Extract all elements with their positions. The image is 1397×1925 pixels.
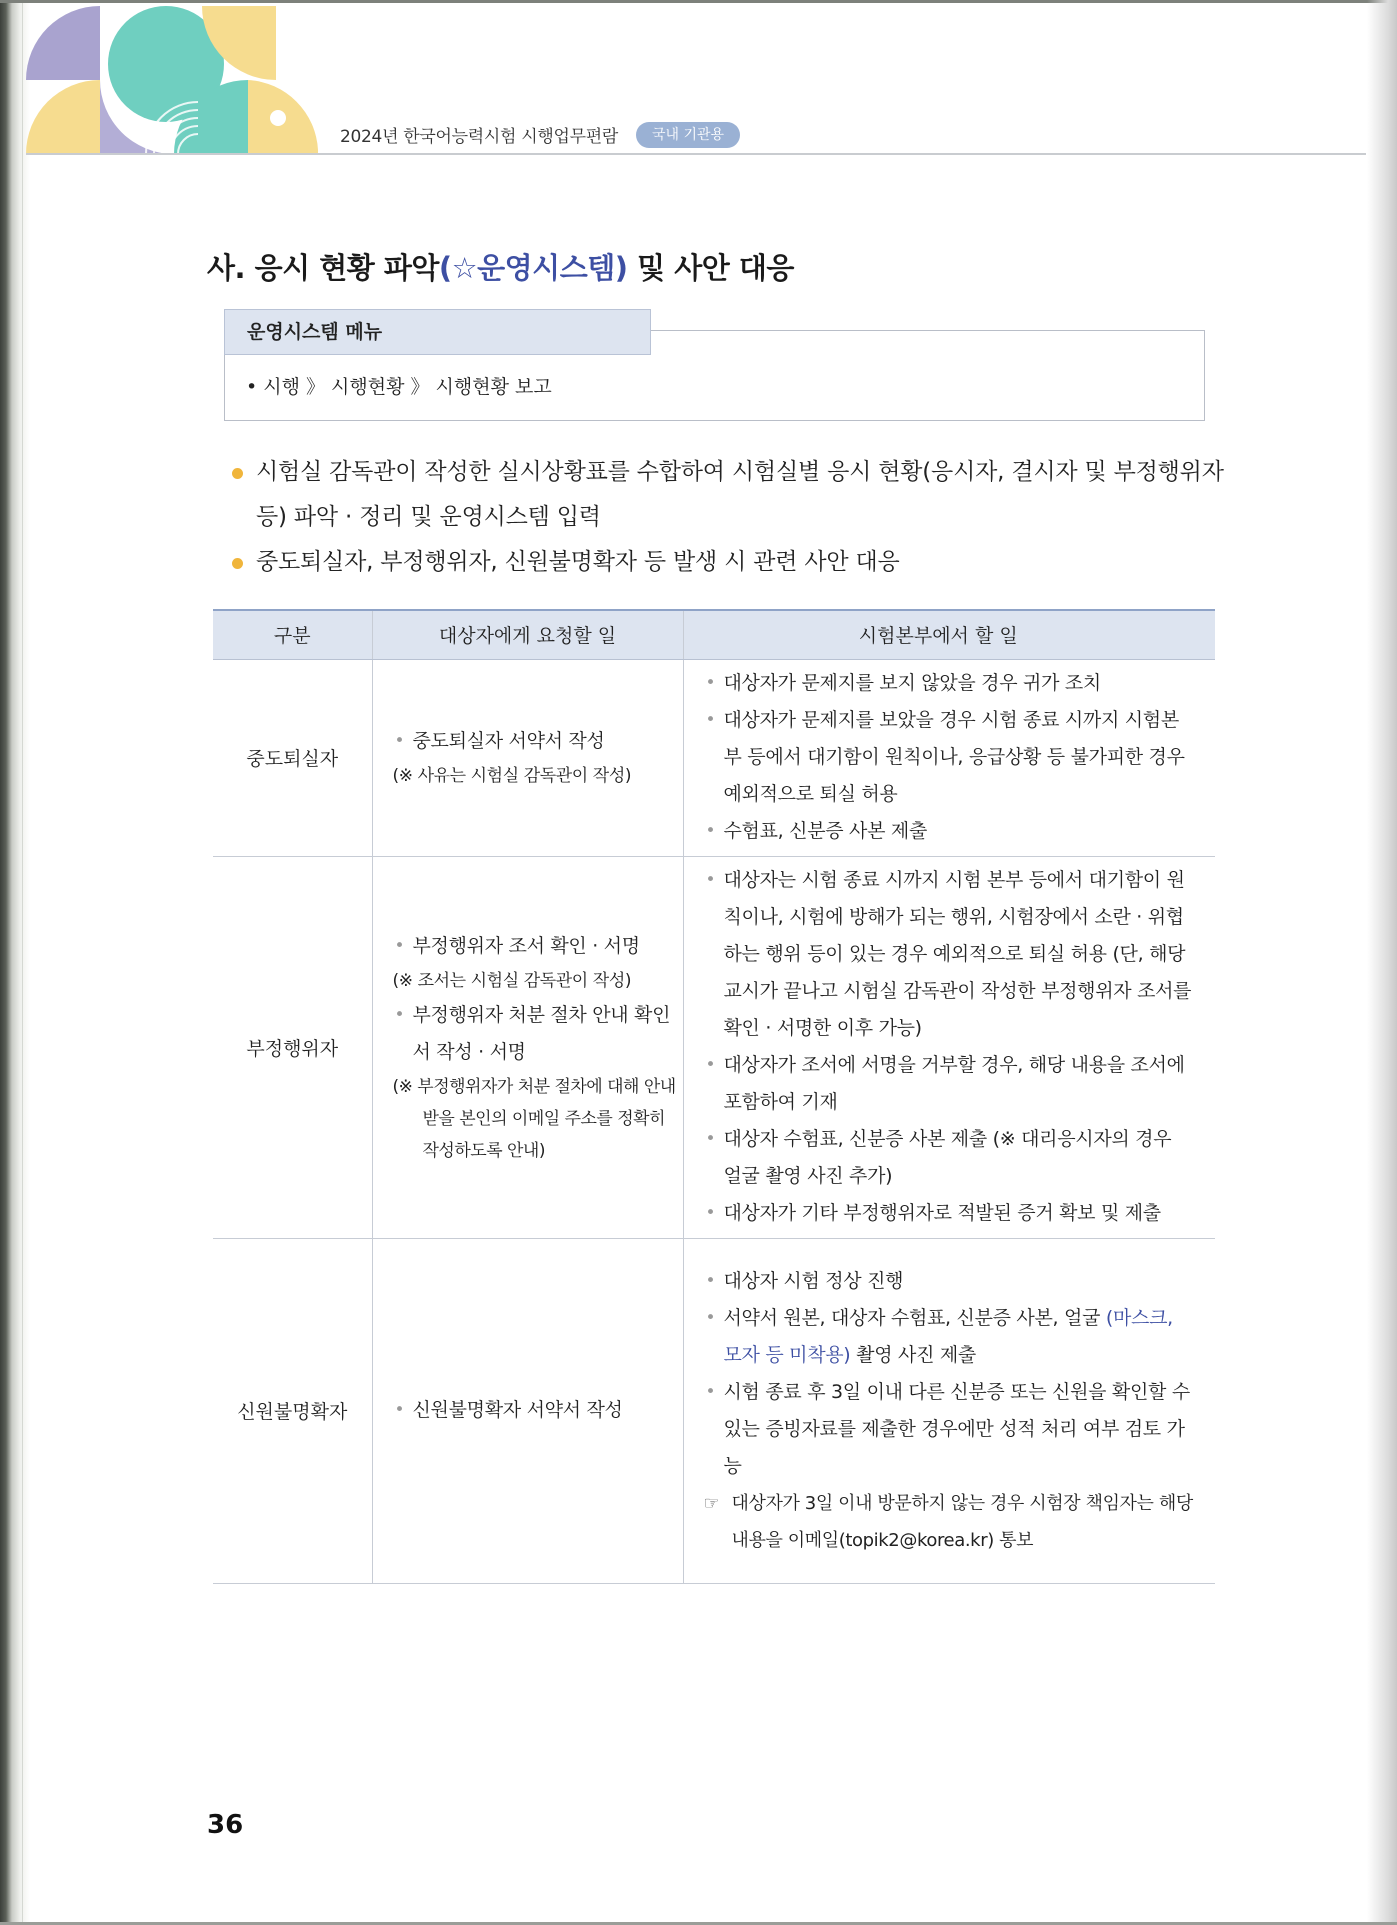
request-note: (※ 사유는 시험실 감독관이 작성): [392, 766, 632, 786]
table-row: [213, 856, 1215, 1238]
hq-item: • 대상자 수험표, 신분증 사본 제출 (※ 대리응시자의 경우 얼굴 촬영 사진 추가): [704, 1121, 1194, 1195]
hq-item: • 대상자가 문제지를 보았을 경우 시험 종료 시까지 시험본부 등에서 대기함이 원칙이나, 응급상황 등 불가피한 경우 예외적으로 퇴실 허용: [704, 702, 1194, 813]
hq-item: [704, 1300, 1194, 1374]
hq-item-accent-text: (마스크, 모자 등 미착용): [723, 1306, 1173, 1366]
section-title-accent: (☆운영시스템): [438, 251, 628, 285]
row-hq-cell: [683, 1238, 1215, 1583]
table-header-category: 구분: [213, 610, 372, 659]
table-row: [213, 659, 1215, 856]
row-category: 중도퇴실자: [213, 659, 372, 856]
row-hq-cell: [683, 659, 1215, 856]
table-header-hq: 시험본부에서 할 일: [683, 610, 1215, 659]
table-row: [213, 1238, 1215, 1583]
summary-bullets: [230, 450, 1230, 585]
bullet-dot-icon: [232, 558, 243, 569]
header-decoration: [26, 6, 318, 154]
request-item: • 부정행위자 조서 확인 · 서명: [393, 928, 683, 965]
hq-item: • 대상자가 문제지를 보지 않았을 경우 귀가 조치: [704, 665, 1194, 702]
summary-bullet: [230, 540, 1230, 585]
hq-item: • 수험표, 신분증 사본 제출: [704, 813, 1194, 850]
row-request-cell: [372, 659, 683, 856]
request-item: • 신원불명확자 서약서 작성: [393, 1392, 683, 1429]
summary-bullet: [230, 450, 1230, 540]
page-right-shadow: [1367, 0, 1397, 1925]
row-hq-cell: [683, 856, 1215, 1238]
bullet-dot-icon: [232, 468, 243, 479]
header-divider: [26, 153, 1366, 155]
hq-item: • 시험 종료 후 3일 이내 다른 신분증 또는 신원을 확인할 수 있는 증빙자료를 제출한 경우에만 성적 처리 여부 검토 가능: [704, 1374, 1194, 1485]
hq-hand-note: [704, 1485, 1194, 1559]
menu-path: • 시행 》 시행현황 》 시행현황 보고: [246, 376, 552, 398]
hq-item-text: 서약서 원본, 대상자 수험표, 신분증 사본, 얼굴: [723, 1306, 1106, 1329]
row-category: 부정행위자: [213, 856, 372, 1238]
hq-hand-note-text: 대상자가 3일 이내 방문하지 않는 경우 시험장 책임자는 해당 내용을 이메일(topik2@korea.kr) 통보: [731, 1492, 1193, 1551]
row-category: 신원불명확자: [213, 1238, 372, 1583]
page-binding-edge: [0, 0, 30, 1925]
hq-item: • 대상자 시험 정상 진행: [704, 1263, 1194, 1300]
page-number: 36: [207, 1810, 244, 1840]
response-table: [213, 609, 1215, 1584]
request-note: (※ 조서는 시험실 감독관이 작성): [392, 970, 632, 991]
row-request-cell: [372, 856, 683, 1238]
menu-box-tab: 운영시스템 메뉴: [224, 309, 651, 355]
header-badge: 국내 기관용: [636, 122, 740, 148]
page-top-edge: [0, 0, 1397, 3]
section-title-suffix: 및 사안 대응: [627, 251, 794, 285]
header-title: 2024년 한국어능력시험 시행업무편람: [340, 127, 618, 147]
table-header-request: 대상자에게 요청할 일: [372, 610, 683, 659]
section-title-prefix: 사. 응시 현황 파악: [207, 251, 439, 285]
table-header-row: [213, 610, 1215, 659]
request-note: (※ 부정행위자가 처분 절차에 대해 안내받을 본인의 이메일 주소를 정확히 작성하도록 안내): [392, 1076, 676, 1161]
summary-bullet-text: 시험실 감독관이 작성한 실시상황표를 수합하여 시험실별 응시 현황(응시자, 결시자 및 부정행위자 등) 파악 · 정리 및 운영시스템 입력: [256, 459, 1224, 530]
hq-item: • 대상자가 조서에 서명을 거부할 경우, 해당 내용을 조서에 포함하여 기재: [704, 1047, 1194, 1121]
row-request-cell: [372, 1238, 683, 1583]
hq-item-text: 촬영 사진 제출: [850, 1343, 976, 1366]
summary-bullet-text: 중도퇴실자, 부정행위자, 신원불명확자 등 발생 시 관련 사안 대응: [256, 549, 900, 575]
request-item: • 부정행위자 처분 절차 안내 확인서 작성 · 서명: [393, 997, 683, 1071]
hq-item: • 대상자가 기타 부정행위자로 적발된 증거 확보 및 제출: [704, 1195, 1194, 1232]
pointing-hand-icon: ☞: [703, 1492, 720, 1514]
hq-item: • 대상자는 시험 종료 시까지 시험 본부 등에서 대기함이 원칙이나, 시험에 방해가 되는 행위, 시험장에서 소란 · 위협하는 행위 등이 있는 경우 예외적으로 퇴실 허용 (단, 해당 교시가 끝나고 시험실 감독관이 작성한 부정행위자 조서를 확인 · 서명한 이후 가능): [704, 862, 1194, 1047]
section-title: [207, 246, 794, 287]
request-item: • 중도퇴실자 서약서 작성: [393, 723, 683, 760]
